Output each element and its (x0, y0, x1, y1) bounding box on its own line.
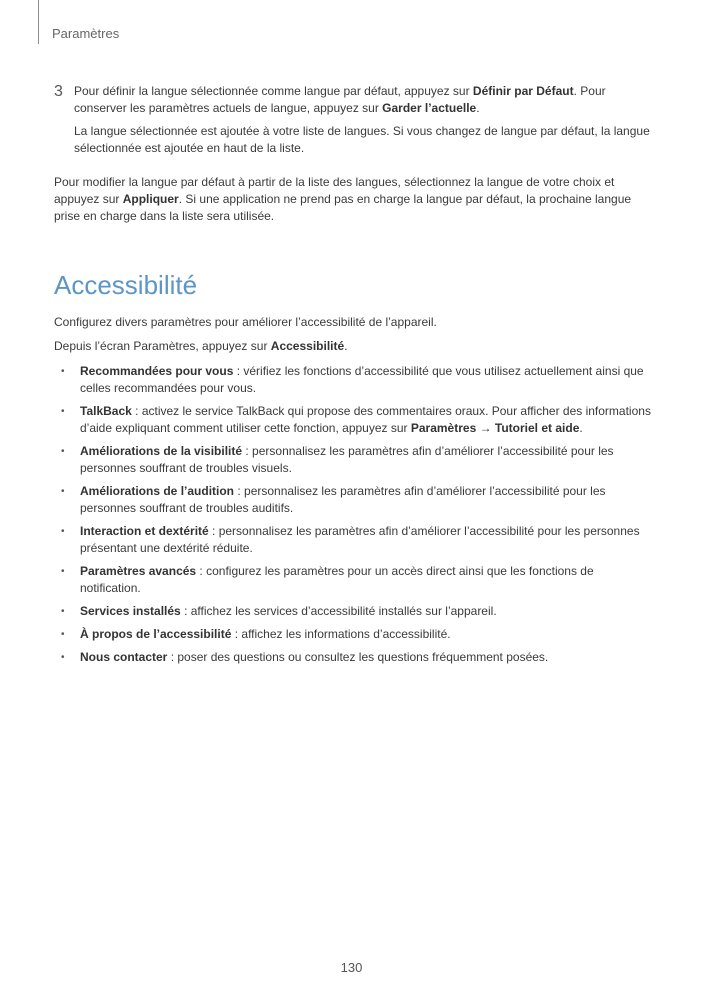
option-term: Nous contacter (80, 650, 168, 664)
bullet-icon: • (61, 606, 65, 617)
option-desc: : poser des questions ou consultez les questions fréquemment posées. (167, 650, 549, 664)
text: . (344, 339, 348, 353)
text: Pour modifier la langue par défaut à partir de la liste des langues, sélectionnez la langue de votre choix et appuyez sur (54, 175, 615, 206)
text: Depuis l’écran Paramètres, appuyez sur (54, 339, 271, 353)
page-number: 130 (340, 960, 363, 975)
option-term: Améliorations de la visibilité (80, 444, 243, 458)
list-item (54, 626, 654, 643)
option-desc: : affichez les informations d’accessibilité. (231, 627, 451, 641)
list-item (54, 483, 654, 517)
option-desc: . (579, 421, 583, 435)
option-desc: : personnalisez les paramètres afin d’améliorer l’accessibilité pour les personnes souffrant de troubles visuels. (80, 444, 614, 475)
option-desc: : personnalisez les paramètres afin d’améliorer l’accessibilité pour les personnes souffrant de troubles auditifs. (80, 484, 606, 515)
default-language-paragraph (54, 174, 654, 225)
text: . Si une application ne prend pas en charge la langue par défaut, la prochaine langue prise en charge dans la liste sera utilisée. (54, 192, 632, 223)
accessibility-options-list (54, 363, 654, 672)
step-body (74, 83, 654, 163)
option-term: Paramètres → Tutoriel et aide (410, 421, 580, 435)
option-term: Services installés (80, 604, 181, 618)
section-header: Paramètres (52, 26, 120, 41)
accessibility-path (54, 338, 654, 355)
list-item (54, 649, 654, 666)
list-item (54, 563, 654, 597)
option-desc: : affichez les services d’accessibilité installés sur l’appareil. (180, 604, 497, 618)
step-number: 3 (54, 83, 63, 100)
bullet-icon: • (61, 406, 65, 417)
option-desc: : configurez les paramètres pour un accès direct ainsi que les fonctions de notification. (80, 564, 594, 595)
bullet-icon: • (61, 566, 65, 577)
list-item (54, 523, 654, 557)
list-item (54, 403, 654, 437)
set-default-label: Définir par Défaut (472, 84, 574, 98)
text: . Pour conserver les paramètres actuels de langue, appuyez sur (74, 84, 606, 115)
bullet-icon: • (61, 366, 65, 377)
bullet-icon: • (61, 526, 65, 537)
option-term: Recommandées pour vous (80, 364, 234, 378)
bullet-icon: • (61, 629, 65, 640)
bullet-icon: • (61, 486, 65, 497)
text: Pour définir la langue sélectionnée comme langue par défaut, appuyez sur (74, 84, 473, 98)
text: . (476, 101, 480, 115)
option-desc: : activez le service TalkBack qui propose des commentaires oraux. Pour afficher des informations d’aide expliquant comment utiliser cette fonction, appuyez sur (80, 404, 651, 435)
list-item (54, 443, 654, 477)
option-term: Paramètres avancés (80, 564, 197, 578)
bullet-icon: • (61, 446, 65, 457)
list-item (54, 603, 654, 620)
accessibility-menu-label: Accessibilité (270, 339, 345, 353)
option-desc: : vérifiez les fonctions d’accessibilité que vous utilisez actuellement ainsi que celles recommandées pour vous. (80, 364, 644, 395)
option-term: Améliorations de l’audition (80, 484, 235, 498)
option-desc: : personnalisez les paramètres afin d’améliorer l’accessibilité pour les personnes présentant une dextérité réduite. (80, 524, 640, 555)
option-term: TalkBack (80, 404, 132, 418)
header-rule (38, 0, 39, 44)
accessibility-heading: Accessibilité (54, 270, 198, 300)
apply-label: Appliquer (122, 192, 179, 206)
list-item (54, 363, 654, 397)
option-term: Interaction et dextérité (80, 524, 209, 538)
keep-current-label: Garder l’actuelle (382, 101, 477, 115)
option-term: À propos de l’accessibilité (80, 627, 232, 641)
accessibility-intro: Configurez divers paramètres pour améliorer l’accessibilité de l’appareil. (54, 315, 437, 329)
bullet-icon: • (61, 652, 65, 663)
step-note: La langue sélectionnée est ajoutée à votre liste de langues. Si vous changez de langue par défaut, la langue sélectionnée est ajoutée en haut de la liste. (74, 124, 650, 155)
step-instruction (74, 83, 654, 117)
